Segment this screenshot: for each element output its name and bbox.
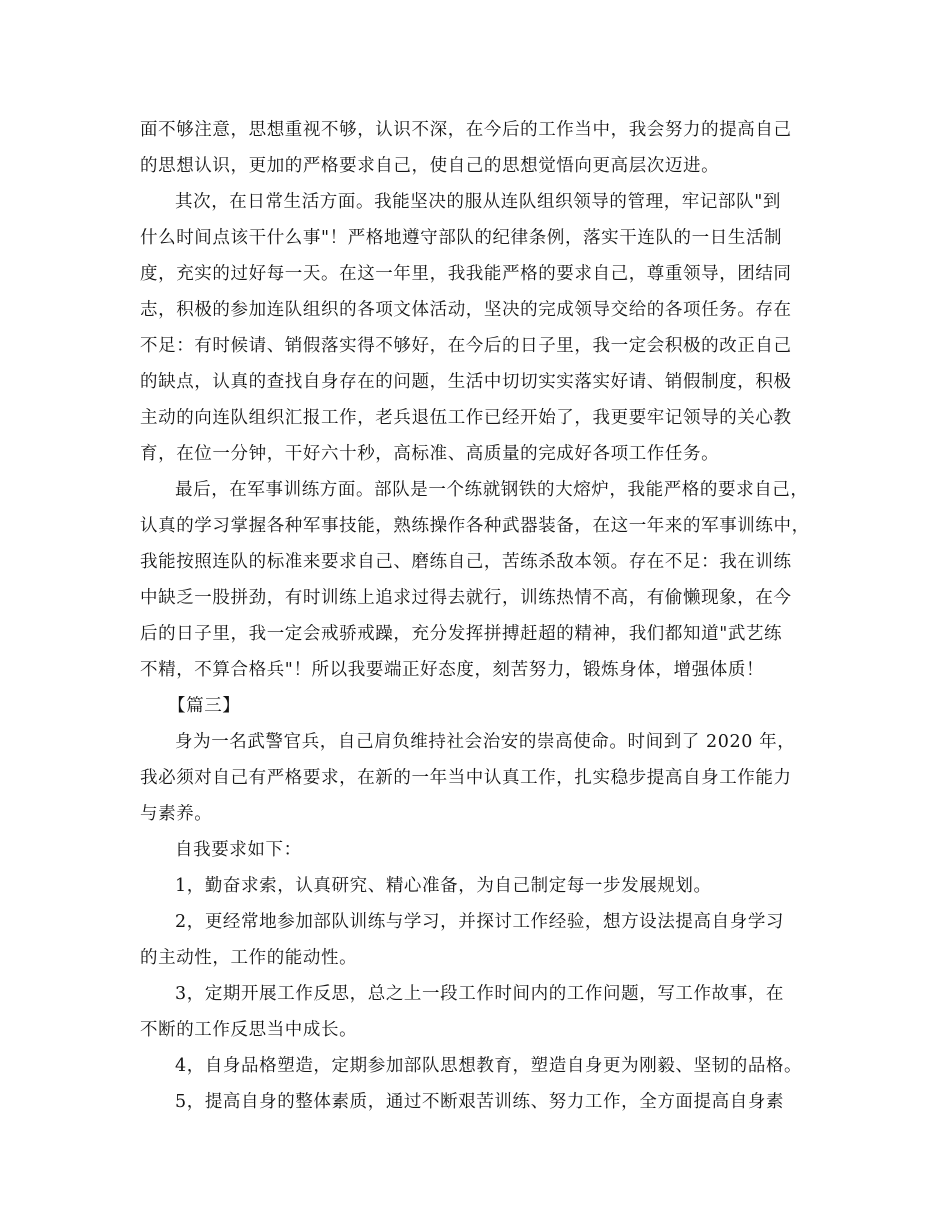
text-line: 主动的向连队组织汇报工作，老兵退伍工作已经开始了，我更要牢记领导的关心教 xyxy=(140,408,792,428)
text-line: 面不够注意，思想重视不够，认识不深，在今后的工作当中，我会努力的提高自己 xyxy=(140,120,792,140)
text-line: 其次，在日常生活方面。我能坚决的服从连队组织领导的管理，牢记部队"到 xyxy=(175,192,781,212)
list-item: 2，更经常地参加部队训练与学习，并探讨工作经验，想方设法提高自身学习 xyxy=(175,912,785,932)
text-line: 自我要求如下： xyxy=(175,840,302,860)
list-item: 3，定期开展工作反思，总之上一段工作时间内的工作问题，写工作故事，在 xyxy=(175,984,785,1004)
text-line: 不足：有时候请、销假落实得不够好，在今后的日子里，我一定会积极的改正自己 xyxy=(140,336,792,356)
text-line: 的缺点，认真的查找自身存在的问题，生活中切切实实落实好请、销假制度，积极 xyxy=(140,372,792,392)
text-line: 育，在位一分钟，干好六十秒，高标准、高质量的完成好各项工作任务。 xyxy=(140,444,720,464)
text-line: 与素养。 xyxy=(140,804,213,824)
list-item: 5，提高自身的整体素质，通过不断艰苦训练、努力工作，全方面提高自身素 xyxy=(175,1092,785,1112)
text-line: 什么时间点该干什么事"！严格地遵守部队的纪律条例，落实干连队的一日生活制 xyxy=(140,228,783,248)
text-line: 认真的学习掌握各种军事技能，熟练操作各种武器装备，在这一年来的军事训练中， xyxy=(140,516,810,536)
text-line: 身为一名武警官兵，自己肩负维持社会治安的崇高使命。时间到了 2020 年， xyxy=(175,732,796,752)
list-item: 1，勤奋求索，认真研究、精心准备，为自己制定每一步发展规划。 xyxy=(175,876,712,896)
text-line: 我能按照连队的标准来要求自己、磨练自己，苦练杀敌本领。存在不足：我在训练 xyxy=(140,552,792,572)
text-line: 中缺乏一股拼劲，有时训练上追求过得去就行，训练热情不高，有偷懒现象，在今 xyxy=(140,588,792,608)
text-line: 不断的工作反思当中成长。 xyxy=(140,1020,358,1040)
text-line: 我必须对自己有严格要求，在新的一年当中认真工作，扎实稳步提高自身工作能力 xyxy=(140,768,792,788)
text-line: 度，充实的过好每一天。在这一年里，我我能严格的要求自己，尊重领导，团结同 xyxy=(140,264,792,284)
section-heading: 【篇三】 xyxy=(168,696,241,716)
text-line: 后的日子里，我一定会戒骄戒躁，充分发挥拼搏赶超的精神，我们都知道"武艺练 xyxy=(140,624,783,644)
text-line: 志，积极的参加连队组织的各项文体活动，坚决的完成领导交给的各项任务。存在 xyxy=(140,300,792,320)
text-line: 最后，在军事训练方面。部队是一个练就钢铁的大熔炉，我能严格的要求自己， xyxy=(175,480,809,500)
text-line: 的思想认识，更加的严格要求自己，使自己的思想觉悟向更高层次迈进。 xyxy=(140,156,720,176)
text-line: 不精，不算合格兵"！所以我要端正好态度，刻苦努力，锻炼身体，增强体质！ xyxy=(140,660,765,680)
text-line: 的主动性，工作的能动性。 xyxy=(140,948,358,968)
list-item: 4，自身品格塑造，定期参加部队思想教育，塑造自身更为刚毅、坚韧的品格。 xyxy=(175,1056,803,1076)
